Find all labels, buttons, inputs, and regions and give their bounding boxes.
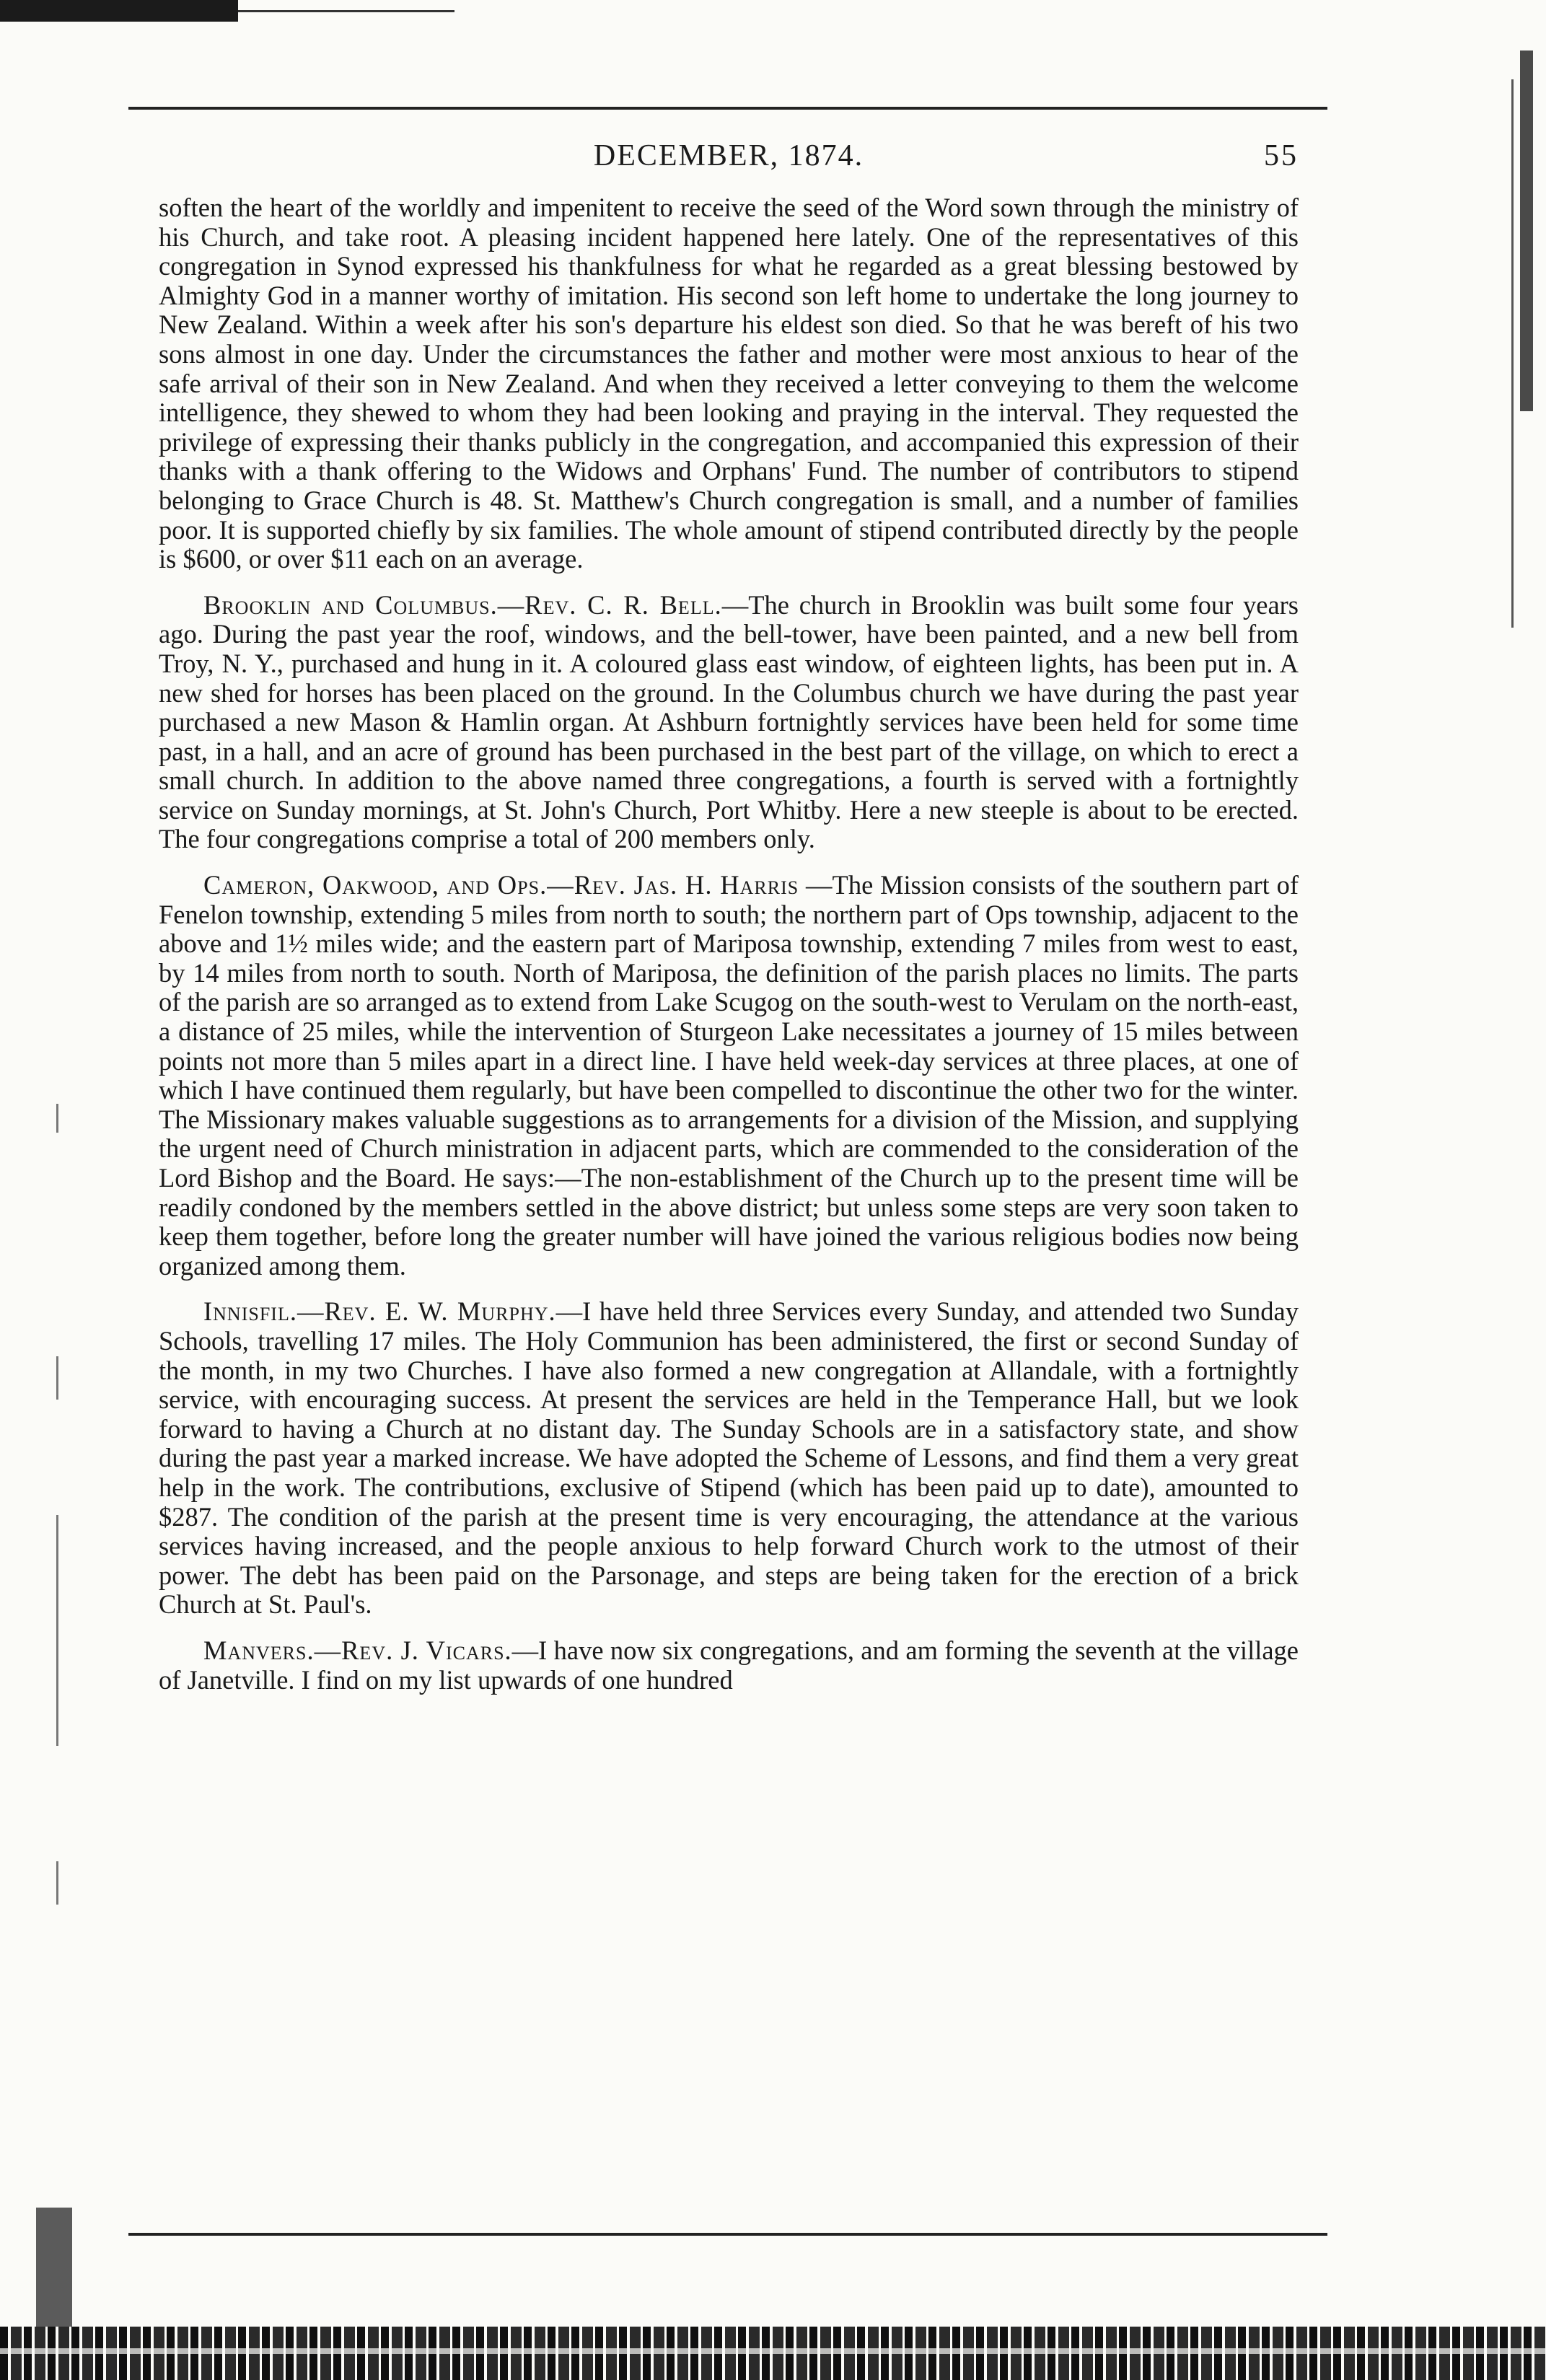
paragraph-text: —The Mission consists of the southern part of Fenelon township, extending 5 miles from north to south; the northern part of Ops township, adjacent to the above and 1½ miles wide; and the eastern part of Mariposa township, extending 7 miles from west to east, by 14 miles from north to south. North of Mariposa, the definition of the parish places no limits. The parts of the parish are so arranged as to extend from Lake Scugog on the south-west to Verulam on the north-east, a distance of 25 miles, while the intervention of Sturgeon Lake necessitates a journey of 15 miles between points not more than 5 miles apart in a direct line. I have held week-day services at three places, at one of which I have continued them regularly, but have been compelled to discontinue the other two for the winter. The Missionary makes valuable suggestions as to arrangements for a division of the Mission, and supplying the urgent need of Church ministration in adjacent parts, which are commended to the consideration of the Lord Bishop and the Board. He says:—The non-establishment of the Church up to the present time will be readily condoned by the members settled in the above district; but unless some steps are very soon taken to keep them together, before long the greater number will have joined the various religious bodies now being organized among them. bbox=[159, 870, 1299, 1281]
paragraph-manvers bbox=[159, 1636, 1299, 1695]
scan-edge-bottom bbox=[0, 2327, 1546, 2380]
paragraph-heading: Cameron, Oakwood, and Ops.—Rev. Jas. H. Harris bbox=[203, 870, 799, 900]
page-header bbox=[159, 139, 1299, 182]
paragraph-innisfil bbox=[159, 1297, 1299, 1620]
paragraph-heading: Brooklin and Columbus.—Rev. C. R. Bell. bbox=[203, 589, 722, 620]
header-rule bbox=[128, 107, 1327, 110]
paragraph-heading: Innisfil.—Rev. E. W. Murphy. bbox=[203, 1296, 556, 1327]
article-body bbox=[159, 193, 1299, 1711]
page-title: DECEMBER, 1874. bbox=[593, 139, 864, 172]
paragraph-grace-church bbox=[159, 193, 1299, 574]
page-number: 55 bbox=[1264, 139, 1299, 172]
scan-edge-right bbox=[1504, 51, 1544, 642]
paragraph-text: —I have now six congregations, and am forming the seventh at the village of Janetville. I find on my list upwards of one hundred bbox=[159, 1635, 1299, 1695]
paragraph-heading: Manvers.—Rev. J. Vicars. bbox=[203, 1635, 512, 1665]
paragraph-brooklin bbox=[159, 591, 1299, 854]
paragraph-text: —The church in Brooklin was built some four years ago. During the past year the roof, windows, and the bell-tower, have been painted, and a new bell from Troy, N. Y., purchased and hung in it. A coloured glass east window, of eighteen lights, has been put in. A new shed for horses has been placed on the ground. In the Columbus church we have during the past year purchased a new Mason & Hamlin organ. At Ashburn fortnightly services have been held for some time past, in a hall, and an acre of ground has been purchased in the best part of the village, on which to erect a small church. In addition to the above named three congregations, a fourth is served with a fortnightly service on Sunday mornings, at St. John's Church, Port Whitby. Here a new steeple is about to be erected. The four congregations comprise a total of 200 members only. bbox=[159, 589, 1299, 854]
scan-edge-left bbox=[0, 0, 79, 2380]
paragraph-text: soften the heart of the worldly and impenitent to receive the seed of the Word sown through the ministry of his Church, and take root. A pleasing incident happened here lately. One of the representatives of this congregation in Synod expressed his thankfulness for what he regarded as a great blessing bestowed by Almighty God in a manner worthy of imitation. His second son left home to undertake the long journey to New Zealand. Within a week after his son's departure his eldest son died. So that he was bereft of his two sons almost in one day. Under the circumstances the father and mother were most anxious to hear of the safe arrival of their son in New Zealand. And when they received a letter conveying to them the welcome intelligence, they shewed to whom they had been looking and praying in the interval. They requested the privilege of expressing their thanks publicly in the congregation, and accompanied this expression of their thanks with a thank offering to the Widows and Orphans' Fund. The number of contributors to stipend belonging to Grace Church is 48. St. Matthew's Church congregation is small, and a number of families poor. It is supported chiefly by six families. The whole amount of stipend contributed directly by the people is $600, or over $11 each on an average. bbox=[159, 193, 1299, 574]
paragraph-text: —I have held three Services every Sunday, and attended two Sunday Schools, travelling 17 miles. The Holy Communion has been administered, the first or second Sunday of the month, in my two Churches. I have also formed a new congregation at Allandale, with a fortnightly service, with encouraging success. At present the services are held in the Temperance Hall, but we look forward to having a Church at no distant day. The Sunday Schools are in a satisfactory state, and show during the past year a marked increase. We have adopted the Scheme of Lessons, and find them a very great help in the work. The contributions, exclusive of Stipend (which has been paid up to date), amounted to $287. The condition of the parish at the present time is very encouraging, the attendance at the various services having increased, and the people anxious to help forward Church work to the utmost of their power. The debt has been paid on the Parsonage, and steps are being taken for the erection of a brick Church at St. Paul's. bbox=[159, 1296, 1299, 1620]
footer-rule bbox=[128, 2233, 1327, 2236]
paragraph-cameron bbox=[159, 871, 1299, 1281]
